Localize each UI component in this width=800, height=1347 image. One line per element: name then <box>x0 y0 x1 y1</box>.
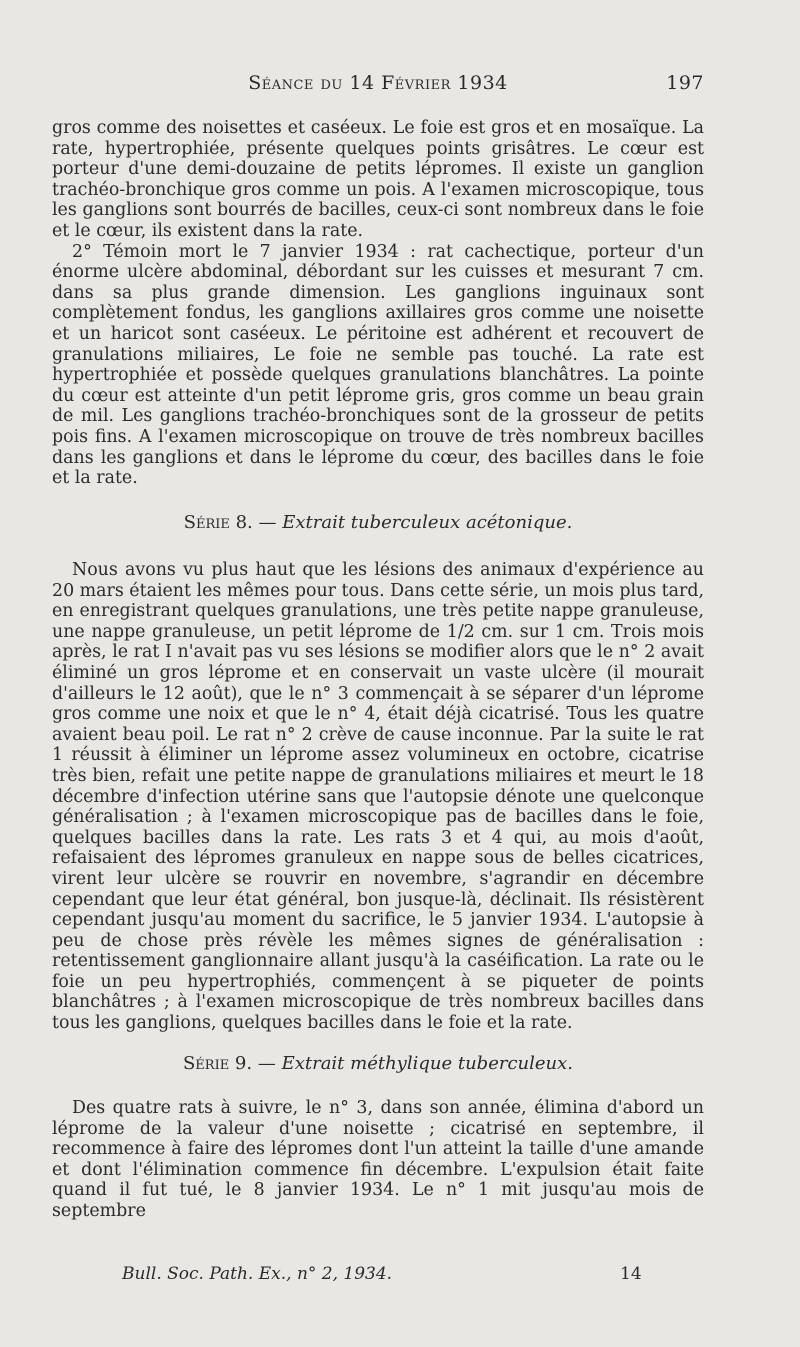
text-block-continuation <box>52 118 704 489</box>
text-block-serie-8 <box>52 560 704 1034</box>
header-title: Séance du 14 Février 1934 <box>248 72 508 94</box>
running-header <box>52 72 704 100</box>
section-heading-serie-9 <box>52 1053 704 1074</box>
paragraph: gros comme des noisettes et caséeux. Le foie est gros et en mosaïque. La rate, hypertrophiée, présente quelques points grisâtres. Le cœur est porteur d'une demi-douzaine de petits lépromes. Il existe un ganglion trachéo-bronchique gros comme un pois. A l'examen microscopique, tous les ganglions sont bourrés de bacilles, ceux-ci sont nombreux dans le foie et le cœur, ils existent dans la rate. <box>52 118 704 241</box>
section-number: Série 8. <box>183 512 253 533</box>
page-footer <box>52 1264 704 1288</box>
heading-dash: — <box>252 512 283 533</box>
heading-dash: — <box>252 1053 282 1074</box>
paragraph: Des quatre rats à suivre, le n° 3, dans son année, élimina d'abord un léprome de la valeur d'une noisette ; cicatrisé en septembre, il recommence à faire des lépromes dont l'un atteint la taille d'une amande et dont l'élimination commence fin décembre. L'expulsion était faite quand il fut tué, le 8 janvier 1934. Le n° 1 mit jusqu'au mois de septembre <box>52 1098 704 1221</box>
journal-reference: Bull. Soc. Path. Ex., n° 2, 1934. <box>122 1264 393 1284</box>
section-heading-serie-8 <box>52 512 704 533</box>
paragraph: Nous avons vu plus haut que les lésions des animaux d'expérience au 20 mars étaient les mêmes pour tous. Dans cette série, un mois plus tard, en enregistrant quelques granulations, une très petite nappe granuleuse, une nappe granuleuse, un petit léprome de 1/2 cm. sur 1 cm. Trois mois après, le rat I n'avait pas vu ses lésions se modifier alors que le n° 2 avait éliminé un gros léprome et en conservait un vaste ulcère (il mourait d'ailleurs le 12 août), que le n° 3 commençait à se séparer d'un léprome gros comme une noix et que le n° 4, était déjà cicatrisé. Tous les quatre avaient beau poil. Le rat n° 2 crève de cause inconnue. Par la suite le rat 1 réussit à éliminer un léprome assez volumineux en octobre, cicatrise très bien, refait une petite nappe de granulations miliaires et meurt le 18 décembre d'infection utérine sans que l'autopsie dénote une quelconque généralisation ; à l'examen microscopique pas de bacilles dans le foie, quelques bacilles dans la rate. Les rats 3 et 4 qui, au mois d'août, refaisaient des lépromes granuleux en nappe sous de belles cicatrices, virent leur ulcère se rouvrir en novembre, s'agrandir en décembre cependant que leur état général, bon jusque-là, déclinait. Ils résistèrent cependant jusqu'au moment du sacrifice, le 5 janvier 1934. L'autopsie à peu de chose près révèle les mêmes signes de généralisation : retentissement ganglionnaire allant jusqu'à la caséification. La rate ou le foie un peu hypertrophiés, commençent à se piqueter de points blanchâtres ; à l'examen microscopique de très nombreux bacilles dans tous les ganglions, quelques bacilles dans le foie et la rate. <box>52 560 704 1034</box>
section-number: Série 9. <box>182 1053 253 1074</box>
section-title: Extrait méthylique tuberculeux. <box>281 1053 574 1074</box>
text-block-serie-9 <box>52 1098 704 1222</box>
page-number: 197 <box>666 72 704 94</box>
sheet-signature: 14 <box>620 1264 642 1284</box>
section-title: Extrait tuberculeux acétonique. <box>282 512 573 533</box>
paragraph: 2° Témoin mort le 7 janvier 1934 : rat cachectique, porteur d'un énorme ulcère abdominal, débordant sur les cuisses et mesurant 7 cm. dans sa plus grande dimension. Les ganglions inguinaux sont complètement fondus, les ganglions axillaires gros comme une noisette et un haricot sont caséeux. Le péritoine est adhérent et recouvert de granulations miliaires, Le foie ne semble pas touché. La rate est hypertrophiée et possède quelques granulations blanchâtres. La pointe du cœur est atteinte d'un petit léprome gris, gros comme un beau grain de mil. Les ganglions trachéo-bronchiques sont de la grosseur de petits pois fins. A l'examen microscopique on trouve de très nombreux bacilles dans les ganglions et dans le léprome du cœur, des bacilles dans le foie et la rate. <box>52 241 704 489</box>
